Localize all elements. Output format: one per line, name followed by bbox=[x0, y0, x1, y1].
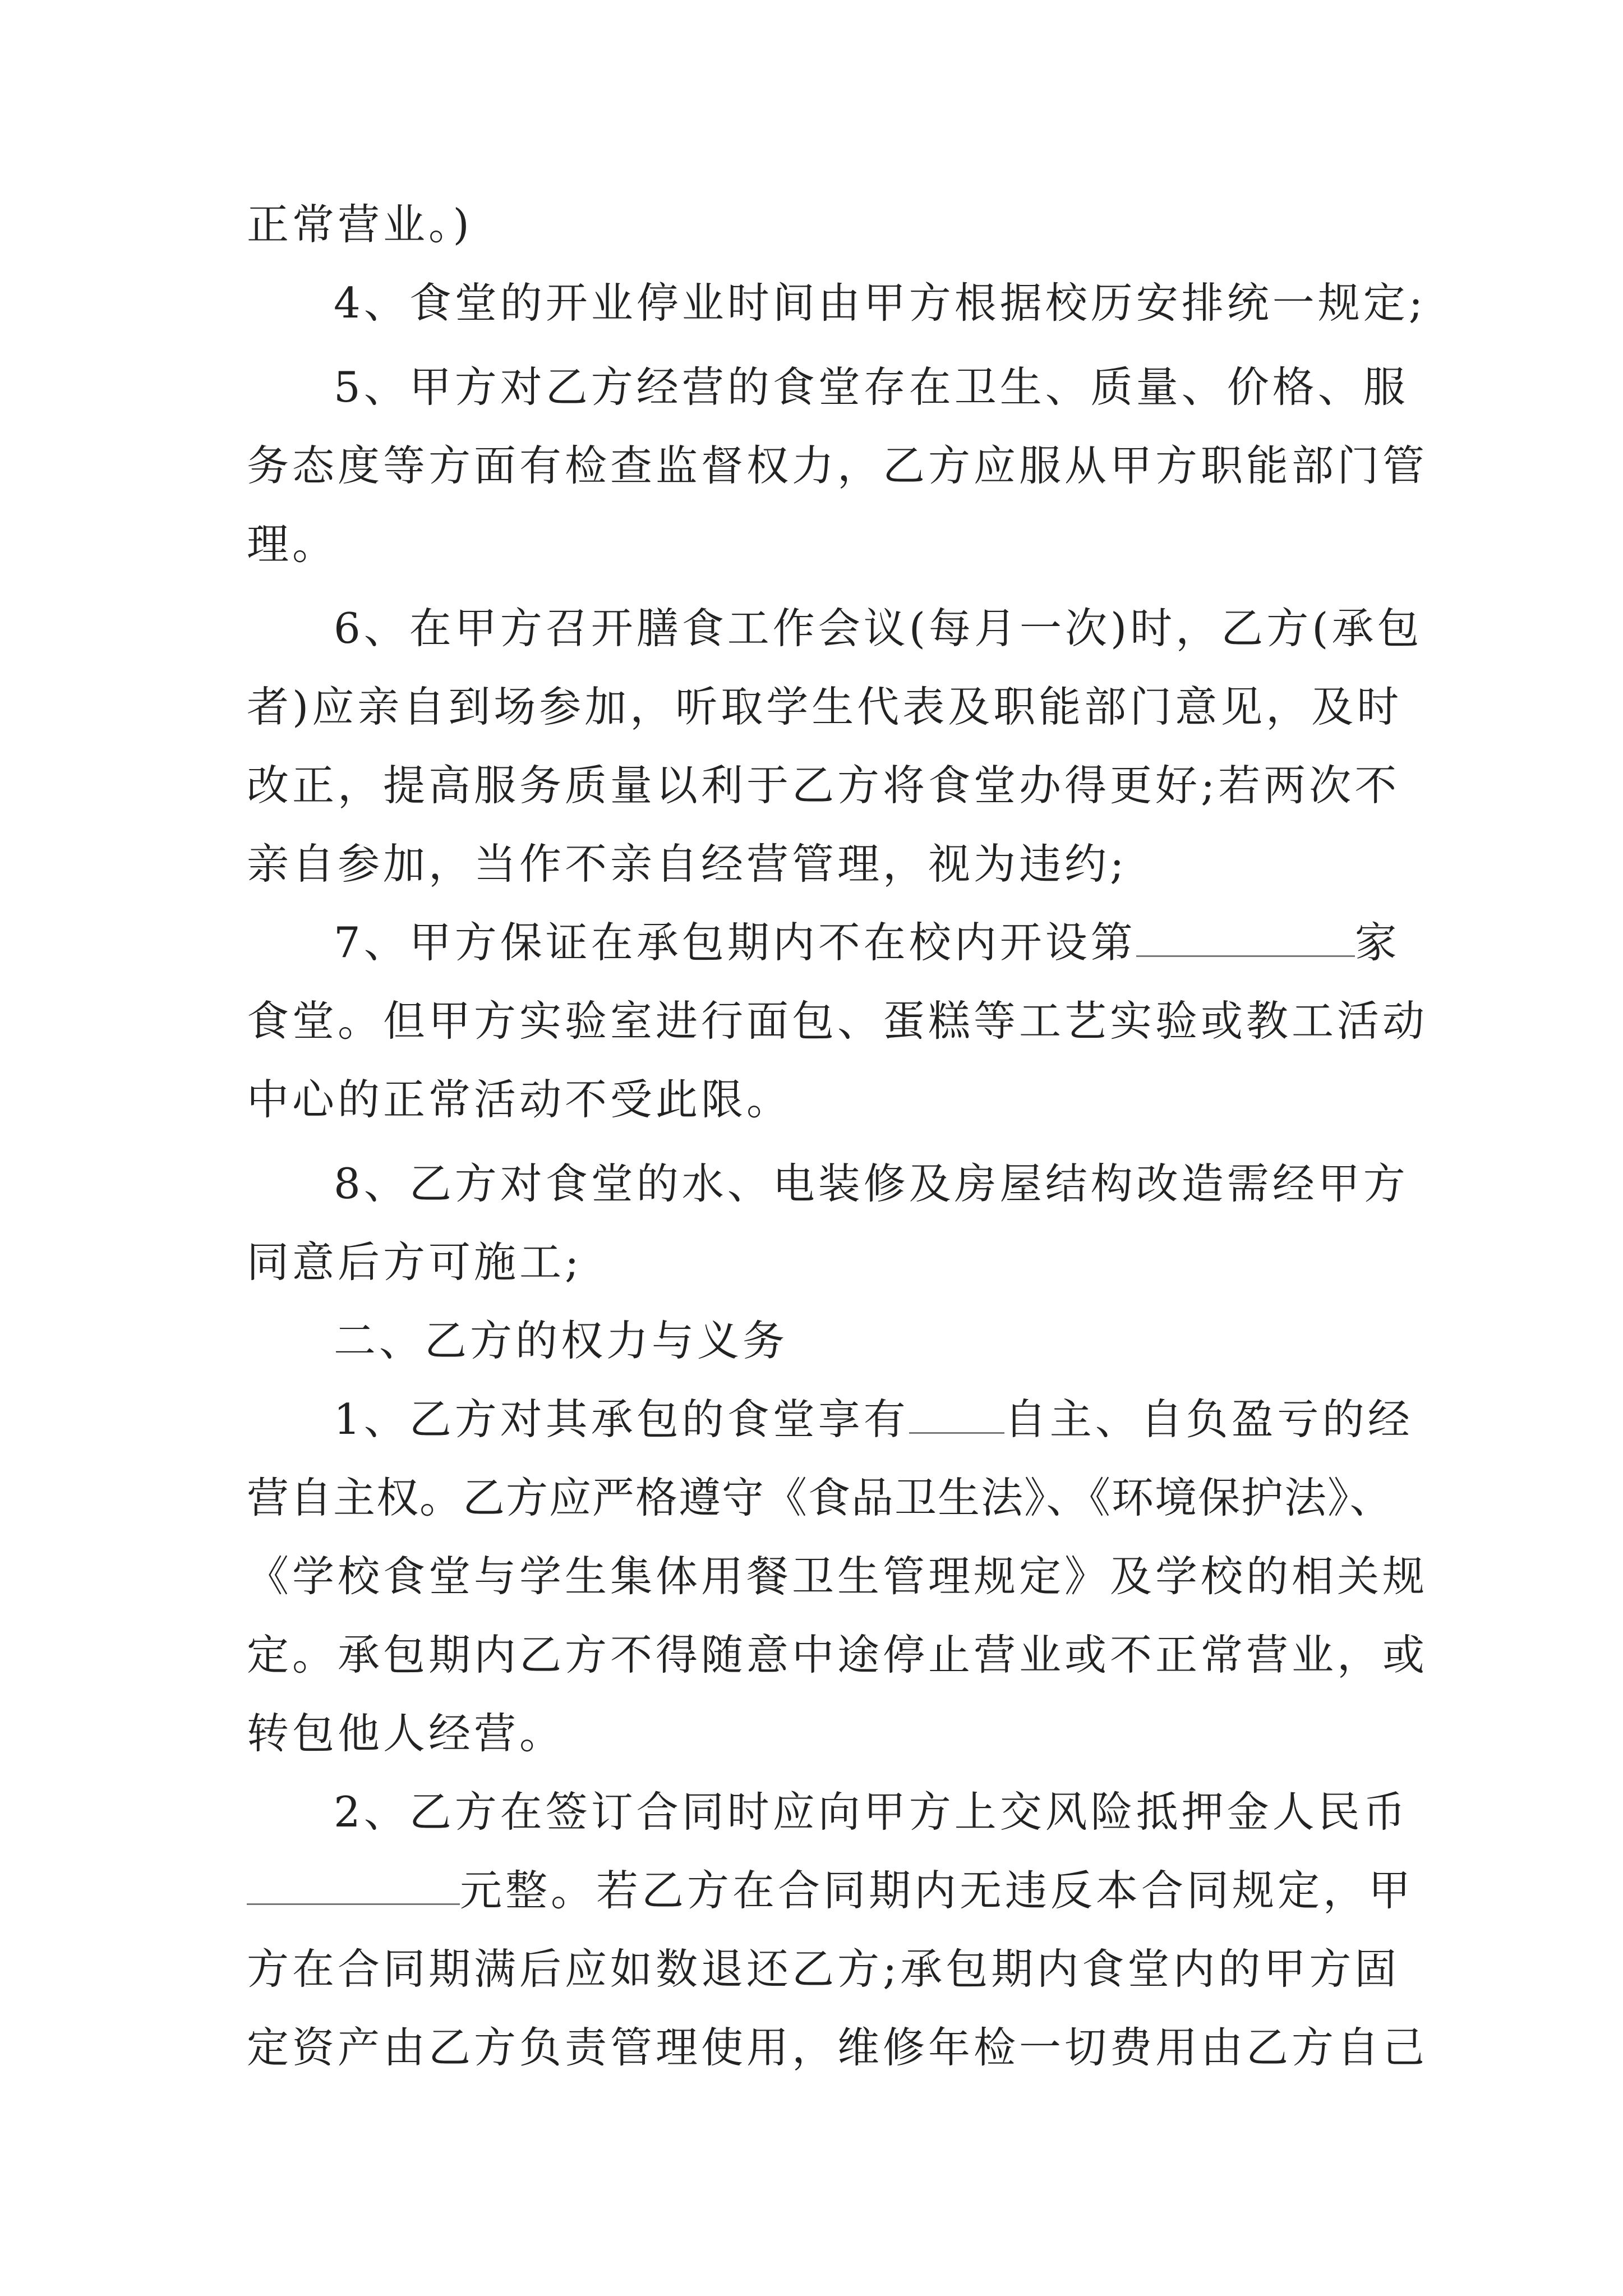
text-line: 方在合同期满后应如数退还乙方;承包期内食堂内的甲方固 bbox=[247, 1944, 1400, 1994]
text-line: 2、乙方在签订合同时应向甲方上交风险抵押金人民币 bbox=[334, 1787, 1409, 1837]
text-segment: 自主、自负盈亏的经 bbox=[1004, 1395, 1413, 1444]
text-line bbox=[334, 914, 1400, 970]
text-line: 转包他人经营。 bbox=[247, 1709, 565, 1758]
text-line: 中心的正常活动不受此限。 bbox=[247, 1075, 792, 1124]
text-line: 改正，提高服务质量以利于乙方将食堂办得更好;若两次不 bbox=[247, 761, 1400, 810]
text-line: 《学校食堂与学生集体用餐卫生管理规定》及学校的相关规 bbox=[247, 1552, 1428, 1601]
text-line: 正常营业。) bbox=[247, 200, 473, 249]
text-line: 定资产由乙方负责管理使用，维修年检一切费用由乙方自己 bbox=[247, 2023, 1428, 2072]
text-segment: 1、乙方对其承包的食堂享有 bbox=[334, 1395, 909, 1444]
fill-in-blank bbox=[247, 1863, 460, 1905]
text-line: 定。承包期内乙方不得随意中途停止营业或不正常营业，或 bbox=[247, 1630, 1428, 1680]
text-line: 理。 bbox=[247, 519, 338, 569]
text-segment: 家 bbox=[1354, 918, 1400, 967]
text-line: 务态度等方面有检查监督权力，乙方应服从甲方职能部门管 bbox=[247, 441, 1428, 490]
section-heading: 二、乙方的权力与义务 bbox=[334, 1316, 789, 1365]
fill-in-blank bbox=[909, 1392, 1004, 1434]
text-line: 营自主权。乙方应严格遵守《食品卫生法》、《环境保护法》、 bbox=[247, 1473, 1393, 1522]
fill-in-blank bbox=[1136, 915, 1355, 957]
text-line: 者)应亲自到场参加，听取学生代表及职能部门意见，及时 bbox=[247, 682, 1403, 731]
text-segment: 元整。若乙方在合同期内无违反本合同规定，甲 bbox=[460, 1866, 1414, 1915]
text-segment: 7、甲方保证在承包期内不在校内开设第 bbox=[334, 918, 1136, 967]
text-line: 6、在甲方召开膳食工作会议(每月一次)时，乙方(承包 bbox=[334, 604, 1423, 653]
text-line bbox=[334, 1391, 1413, 1447]
text-line: 8、乙方对食堂的水、电装修及房屋结构改造需经甲方 bbox=[334, 1159, 1409, 1208]
text-line: 亲自参加，当作不亲自经营管理，视为违约; bbox=[247, 839, 1128, 889]
text-line: 食堂。但甲方实验室进行面包、蛋糕等工艺实验或教工活动 bbox=[247, 996, 1428, 1046]
text-line: 5、甲方对乙方经营的食堂存在卫生、质量、价格、服 bbox=[334, 362, 1409, 412]
text-line: 4、食堂的开业停业时间由甲方根据校历安排统一规定; bbox=[334, 278, 1426, 328]
text-line: 同意后方可施工; bbox=[247, 1237, 583, 1287]
text-line bbox=[247, 1862, 1414, 1918]
